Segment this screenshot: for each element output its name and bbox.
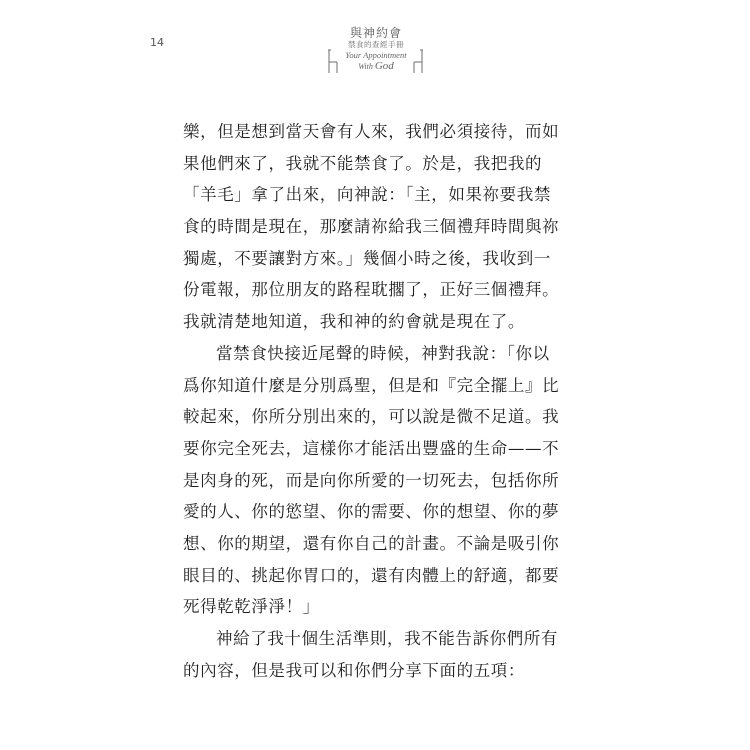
- text-line: 的內容，但是我可以和你們分享下面的五項：: [183, 660, 525, 680]
- text-line: 較起來，你所分別出來的，可以說是微不足道。我: [183, 407, 560, 427]
- body-text: [183, 116, 565, 686]
- text-line: 「羊毛」拿了出來，向神說：「主，如果祢要我禁: [183, 185, 551, 205]
- text-line: 份電報，那位朋友的路程耽擱了，正好三個禮拜。: [183, 280, 560, 300]
- text-line: 要你完全死去，這樣你才能活出豐盛的生命——不: [183, 438, 560, 458]
- header-title-with: With: [358, 62, 373, 71]
- text-line: 眼目的、挑起你胃口的，還有肉體上的舒適，都要: [183, 565, 560, 585]
- text-line: 愛的人、你的慾望、你的需要、你的想望、你的夢: [183, 502, 560, 522]
- header-title-english: Your Appointment: [345, 50, 407, 60]
- page-number: 14: [150, 36, 164, 49]
- text-line: 我就清楚地知道，我和神的約會就是現在了。: [183, 312, 525, 332]
- text-line: 食的時間是現在，那麼請祢給我三個禮拜時間與祢: [183, 217, 560, 237]
- text-line: 死得乾乾淨淨！」: [183, 597, 320, 617]
- text-line: 果他們來了，我就不能禁食了。於是，我把我的: [183, 153, 543, 173]
- header-title-chinese: 與神約會: [349, 26, 402, 40]
- header-title-god: God: [374, 60, 394, 72]
- text-line: 獨處，不要讓對方來。」幾個小時之後，我收到一: [183, 248, 551, 268]
- text-line-paragraph-start: 神給了我十個生活準則，我不能告訴你們所有: [216, 629, 558, 648]
- header-subtitle-chinese: 禁食的查經手冊: [348, 40, 404, 49]
- chair-left-icon: [327, 48, 339, 74]
- text-line: 樂，但是想到當天會有人來，我們必須接待，而如: [183, 122, 560, 141]
- chair-right-icon: [412, 48, 424, 74]
- text-line: 爲你知道什麼是分別爲聖，但是和『完全擺上』比: [183, 375, 560, 395]
- text-line: 想、你的期望，還有你自己的計畫。不論是吸引你: [183, 533, 560, 553]
- text-line: 是肉身的死，而是向你所愛的一切死去，包括你所: [183, 470, 560, 490]
- text-line-paragraph-start: 當禁食快接近尾聲的時候，神對我說：「你以: [216, 343, 550, 363]
